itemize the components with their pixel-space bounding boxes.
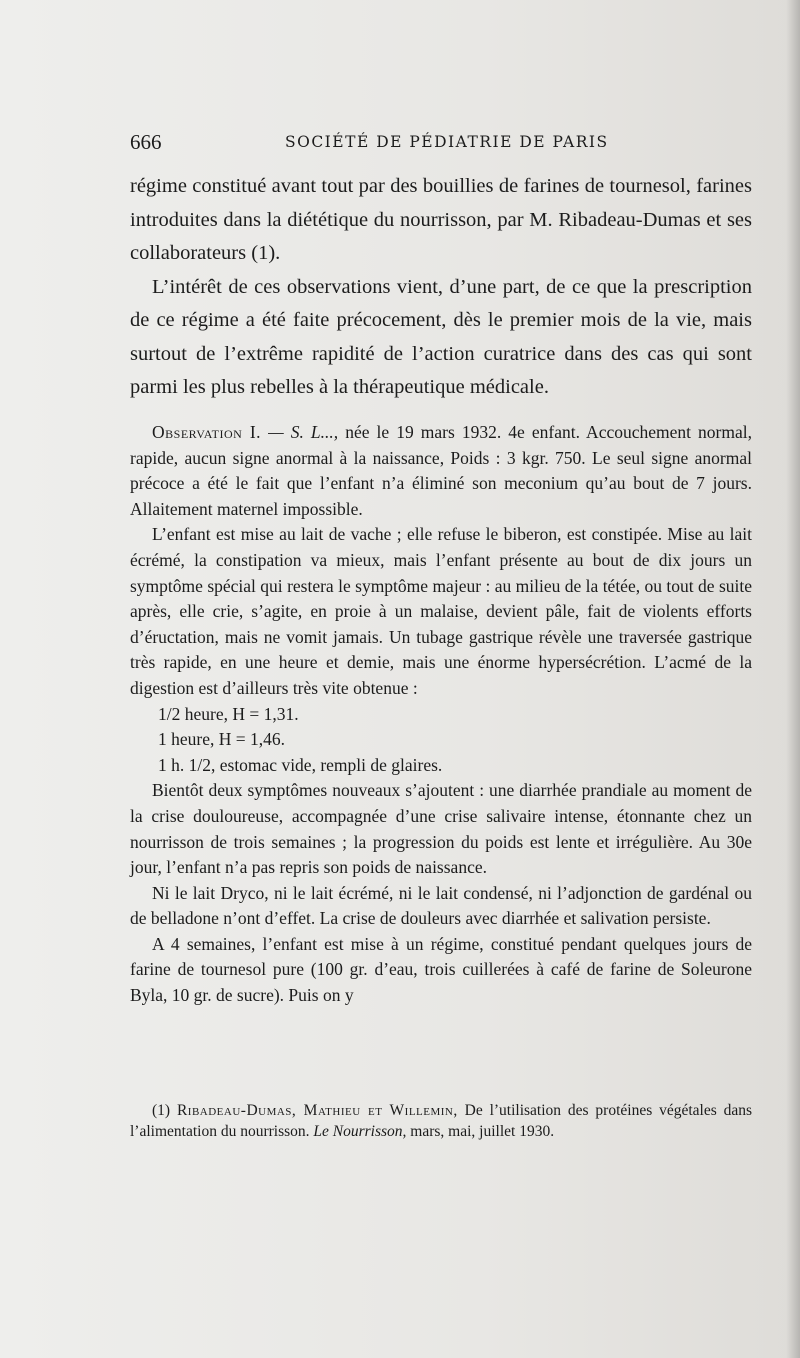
observation-paragraph-2: L’enfant est mise au lait de vache ; elle refuse le biberon, est constipée. Mise au lait écrémé, la constipation va mieux, mais l’enfant présente au bout de dix jours un symptôme spécial qui restera le symptôme majeur : au milieu de la tétée, ou tout de suite après, elle crie, s’agite, en proie à un malaise, devient pâle, fait de violents efforts d’éructation, mais ne vomit jamais. Un tubage gastrique révèle une traversée gastrique très rapide, en une heure et demie, mais une énorme hypersécrétion. L’acmé de la digestion est d’ailleurs très vite obtenue : xyxy=(130,524,752,698)
footnote-text-a: De l’utilisation des protéines végétales dans l’alimentation du nourrisson. xyxy=(130,1102,753,1140)
observation-paragraph-1-text: née le 19 mars 1932. 4e enfant. Accouchement normal, rapide, aucun signe anormal à la naissance, Poids : 3 kgr. 750. Le seul signe anormal précoce a été le fait que l’enfant n’a éliminé son meconium qu’au bout de 7 jours. Allaitement maternel impossible. xyxy=(130,422,753,519)
page-header xyxy=(130,130,752,160)
measure-line-3: 1 h. 1/2, estomac vide, rempli de glaires. xyxy=(158,754,443,775)
running-head: SOCIÉTÉ DE PÉDIATRIE DE PARIS xyxy=(285,133,609,151)
observation-subject: — S. L..., xyxy=(268,422,339,442)
footnote-paragraph xyxy=(130,1100,752,1142)
footnote-marker: (1) xyxy=(152,1102,171,1119)
observation-paragraph-5: A 4 semaines, l’enfant est mise à un régime, constitué pendant quelques jours de farine de tournesol pure (100 gr. d’eau, trois cuillerées à café de farine de Soleurone Byla, 10 gr. de sucre). Puis on y xyxy=(130,933,752,1006)
observation-paragraph-4: Ni le lait Dryco, ni le lait écrémé, ni le lait condensé, ni l’adjonction de gardénal ou de belladone n’ont d’effet. La crise de douleurs avec diarrhée et salivation persiste. xyxy=(130,882,752,929)
observation-heading: Observation I. xyxy=(152,422,262,442)
intro-paragraph-2: L’intérêt de ces observations vient, d’une part, de ce que la prescription de ce régime a été faite précocement, dès le premier mois de la vie, mais surtout de l’extrême rapidité de l’action curatrice dans des cas qui sont parmi les plus rebelles à la thérapeutique médicale. xyxy=(130,275,752,398)
observation-paragraph-1 xyxy=(130,420,752,522)
observation-section xyxy=(130,420,752,1009)
observation-paragraph-3: Bientôt deux symptômes nouveaux s’ajoutent : une diarrhée prandiale au moment de la crise douloureuse, accompagnée d’une crise salivaire intense, étonnante chez un nourrisson de trois semaines ; la progression du poids est lente et irrégulière. Au 30e jour, l’enfant n’a pas repris son poids de naissance. xyxy=(130,780,752,878)
footnote-text-b: mars, mai, juillet 1930. xyxy=(410,1123,555,1140)
measure-line-2: 1 heure, H = 1,46. xyxy=(158,729,285,750)
measure-line-1: 1/2 heure, H = 1,31. xyxy=(158,703,299,724)
footnote-authors: Ribadeau-Dumas, Mathieu et Willemin, xyxy=(176,1102,458,1119)
footnote-journal: Le Nourrisson, xyxy=(313,1123,407,1140)
page-number: 666 xyxy=(130,130,162,154)
intro-paragraph-1: régime constitué avant tout par des bouillies de farines de tournesol, farines introduites dans la diététique du nourrisson, par M. Ribadeau-Dumas et ses collaborateurs (1). xyxy=(130,175,752,264)
page-edge-shadow xyxy=(786,0,800,1358)
intro-text xyxy=(130,170,752,405)
footnote xyxy=(130,1100,752,1142)
